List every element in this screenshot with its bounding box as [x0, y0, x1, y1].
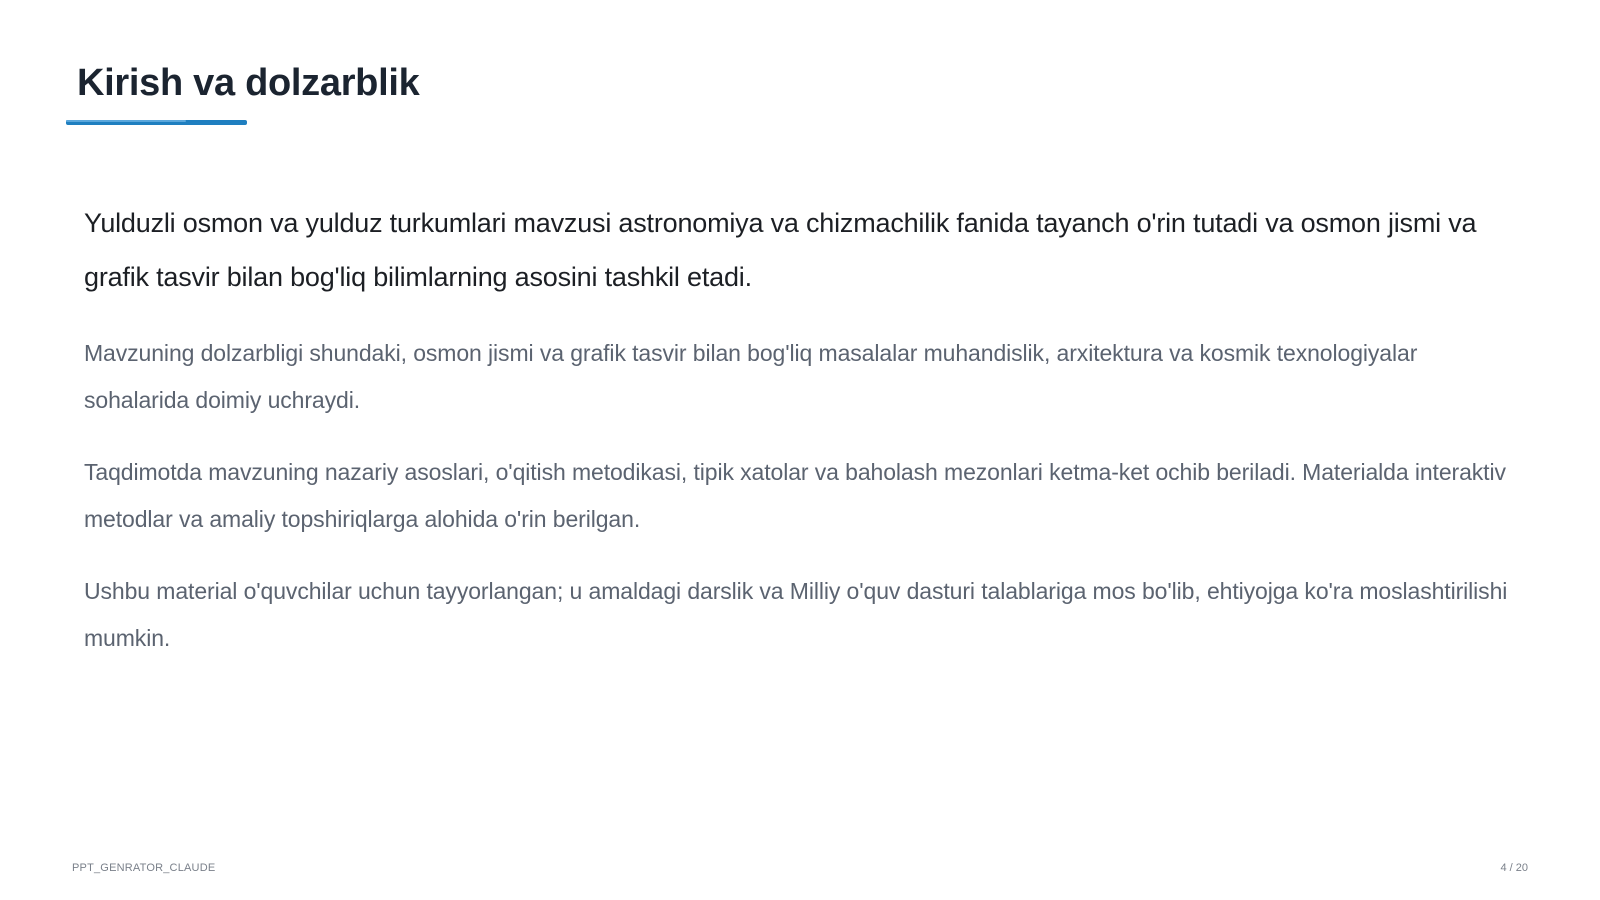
page-number: 4 / 20: [1500, 862, 1528, 874]
slide-title: Kirish va dolzarblik: [77, 62, 420, 104]
body-paragraph: Taqdimotda mavzuning nazariy asoslari, o'qitish metodikasi, tipik xatolar va baholash mezonlari ketma-ket ochib beriladi. Materialda interaktiv metodlar va amaliy topshiriqlarga alohida o'rin berilgan.: [84, 459, 1506, 532]
lead-paragraph: Yulduzli osmon va yulduz turkumlari mavzusi astronomiya va chizmachilik fanida tayanch o'rin tutadi va osmon jismi va grafik tasvir bilan bog'liq bilimlarning asosini tashkil etadi.: [84, 208, 1477, 292]
body-paragraph: Ushbu material o'quvchilar uchun tayyorlangan; u amaldagi darslik va Milliy o'quv dasturi talablariga mos bo'lib, ehtiyojga ko'ra moslashtirilishi mumkin.: [84, 578, 1508, 651]
title-underline: [66, 120, 247, 125]
body-paragraph: Mavzuning dolzarbligi shundaki, osmon jismi va grafik tasvir bilan bog'liq masalalar muhandislik, arxitektura va kosmik texnologiyalar sohalarida doimiy uchraydi.: [84, 340, 1418, 413]
footer-source-label: PPT_GENRATOR_CLAUDE: [72, 862, 216, 874]
slide-content: [84, 196, 1524, 687]
